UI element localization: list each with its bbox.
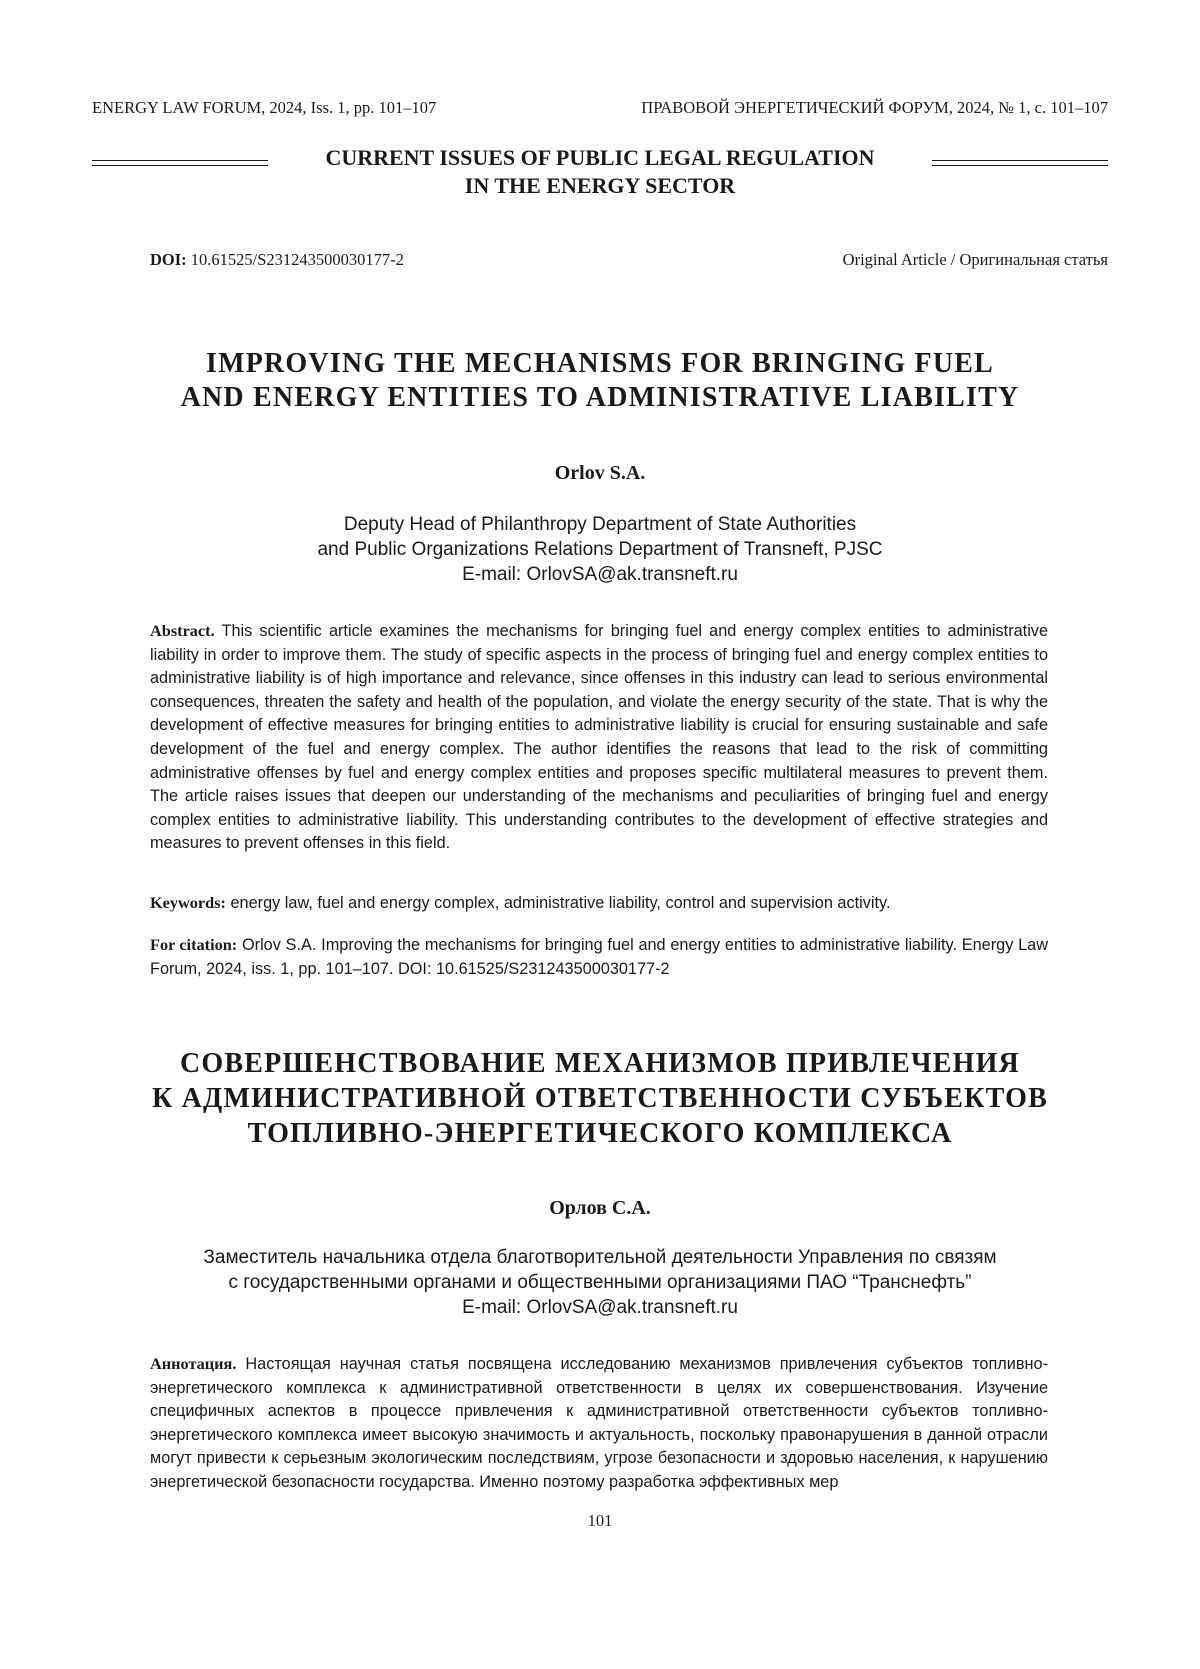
banner-rule-right: [932, 160, 1108, 166]
abstract-ru: [150, 1352, 1048, 1495]
author-email-ru: E-mail: OrlovSA@ak.transneft.ru: [462, 1297, 738, 1318]
header-journal-ru: ПРАВОВОЙ ЭНЕРГЕТИЧЕСКИЙ ФОРУМ, 2024, № 1, с. 101–107: [641, 98, 1108, 117]
running-header: [92, 98, 1108, 118]
section-title-line2: IN THE ENERGY SECTOR: [464, 173, 736, 198]
doi: [150, 250, 404, 270]
article-meta: [150, 250, 1108, 270]
article-type: Original Article / Оригинальная статья: [842, 250, 1108, 269]
author-name-en: Orlov S.A.: [554, 462, 646, 484]
affiliation-en: [92, 512, 1108, 587]
affiliation-ru: [92, 1245, 1108, 1320]
keywords: [150, 891, 1048, 916]
author-name-ru: Орлов С.А.: [549, 1197, 651, 1219]
article-title-en: [92, 347, 1108, 415]
citation-label: For citation:: [150, 935, 238, 954]
affiliation-ru-line1: Заместитель начальника отдела благотворительной деятельности Управления по связям: [203, 1247, 997, 1268]
abstract-label-ru: Аннотация.: [150, 1354, 237, 1373]
title-ru-line3: ТОПЛИВНО-ЭНЕРГЕТИЧЕСКОГО КОМПЛЕКСА: [247, 1118, 953, 1149]
section-title-line1: CURRENT ISSUES OF PUBLIC LEGAL REGULATION: [325, 145, 875, 170]
article-title-ru: [92, 1046, 1108, 1151]
affiliation-ru-line2: с государственными органами и общественными организациями ПАО “Транснефть”: [228, 1272, 972, 1293]
section-banner: [92, 144, 1108, 200]
affiliation-en-line1: Deputy Head of Philanthropy Department of State Authorities: [343, 514, 857, 535]
title-ru-line2: К АДМИНИСТРАТИВНОЙ ОТВЕТСТВЕННОСТИ СУБЪЕКТОВ: [151, 1083, 1049, 1114]
keywords-text: energy law, fuel and energy complex, administrative liability, control and supervision activity.: [230, 894, 891, 912]
doi-value: 10.61525/S231243500030177-2: [190, 250, 404, 269]
header-journal-en: ENERGY LAW FORUM, 2024, Iss. 1, pp. 101–107: [92, 98, 437, 117]
section-title: [268, 144, 932, 200]
title-ru-line1: СОВЕРШЕНСТВОВАНИЕ МЕХАНИЗМОВ ПРИВЛЕЧЕНИЯ: [180, 1048, 1020, 1079]
abstract-label-en: Abstract.: [150, 621, 215, 640]
page-number: 101: [587, 1511, 613, 1530]
affiliation-en-line2: and Public Organizations Relations Department of Transneft, PJSC: [317, 539, 883, 560]
abstract-en: [150, 619, 1048, 856]
author-email-en: E-mail: OrlovSA@ak.transneft.ru: [462, 564, 738, 585]
citation-text: Orlov S.A. Improving the mechanisms for bringing fuel and energy entities to administrative liability. Energy Law Forum, 2024, iss. 1, pp. 101–107. DOI: 10.61525/S231243500030177-2: [150, 936, 1048, 978]
title-en-line1: IMPROVING THE MECHANISMS FOR BRINGING FUEL: [205, 348, 995, 379]
banner-rule-left: [92, 160, 268, 166]
keywords-label: Keywords:: [150, 893, 226, 912]
doi-label: DOI:: [150, 250, 187, 269]
abstract-text-en: This scientific article examines the mechanisms for bringing fuel and energy complex entities to administrative liability in order to improve them. The study of specific aspects in the process of bringing fuel and energy complex entities to administrative liability is of high importance and relevance, since offenses in this industry can lead to serious environmental consequences, threaten the safety and health of the population, and violate the energy security of the state. That is why the development of effective measures for bringing entities to administrative liability is crucial for ensuring sustainable and safe development of the fuel and energy complex. The author identifies the reasons that lead to the risk of committing administrative offenses by fuel and energy complex entities and proposes specific multilateral measures to prevent them. The article raises issues that deepen our understanding of the mechanisms and peculiarities of bringing fuel and energy complex entities to administrative liability. This understanding contributes to the development of effective strategies and measures to prevent offenses in this field.: [150, 622, 1049, 853]
title-en-line2: AND ENERGY ENTITIES TO ADMINISTRATIVE LIABILITY: [180, 382, 1020, 413]
abstract-text-ru: Настоящая научная статья посвящена исследованию механизмов привлечения субъектов топливно-энергетического комплекса к административной ответственности в целях их совершенствования. Изучение специфичных аспектов в процессе привлечения к административной ответственности субъектов топливно-энергетического комплекса имеет высокую значимость и актуальность, поскольку правонарушения в данной отрасли могут привести к серьезным экологическим последствиям, угрозе безопасности и здоровью населения, к нарушению энергетической безопасности государства. Именно поэтому разработка эффективных мер: [150, 1355, 1048, 1491]
citation: [150, 933, 1048, 981]
